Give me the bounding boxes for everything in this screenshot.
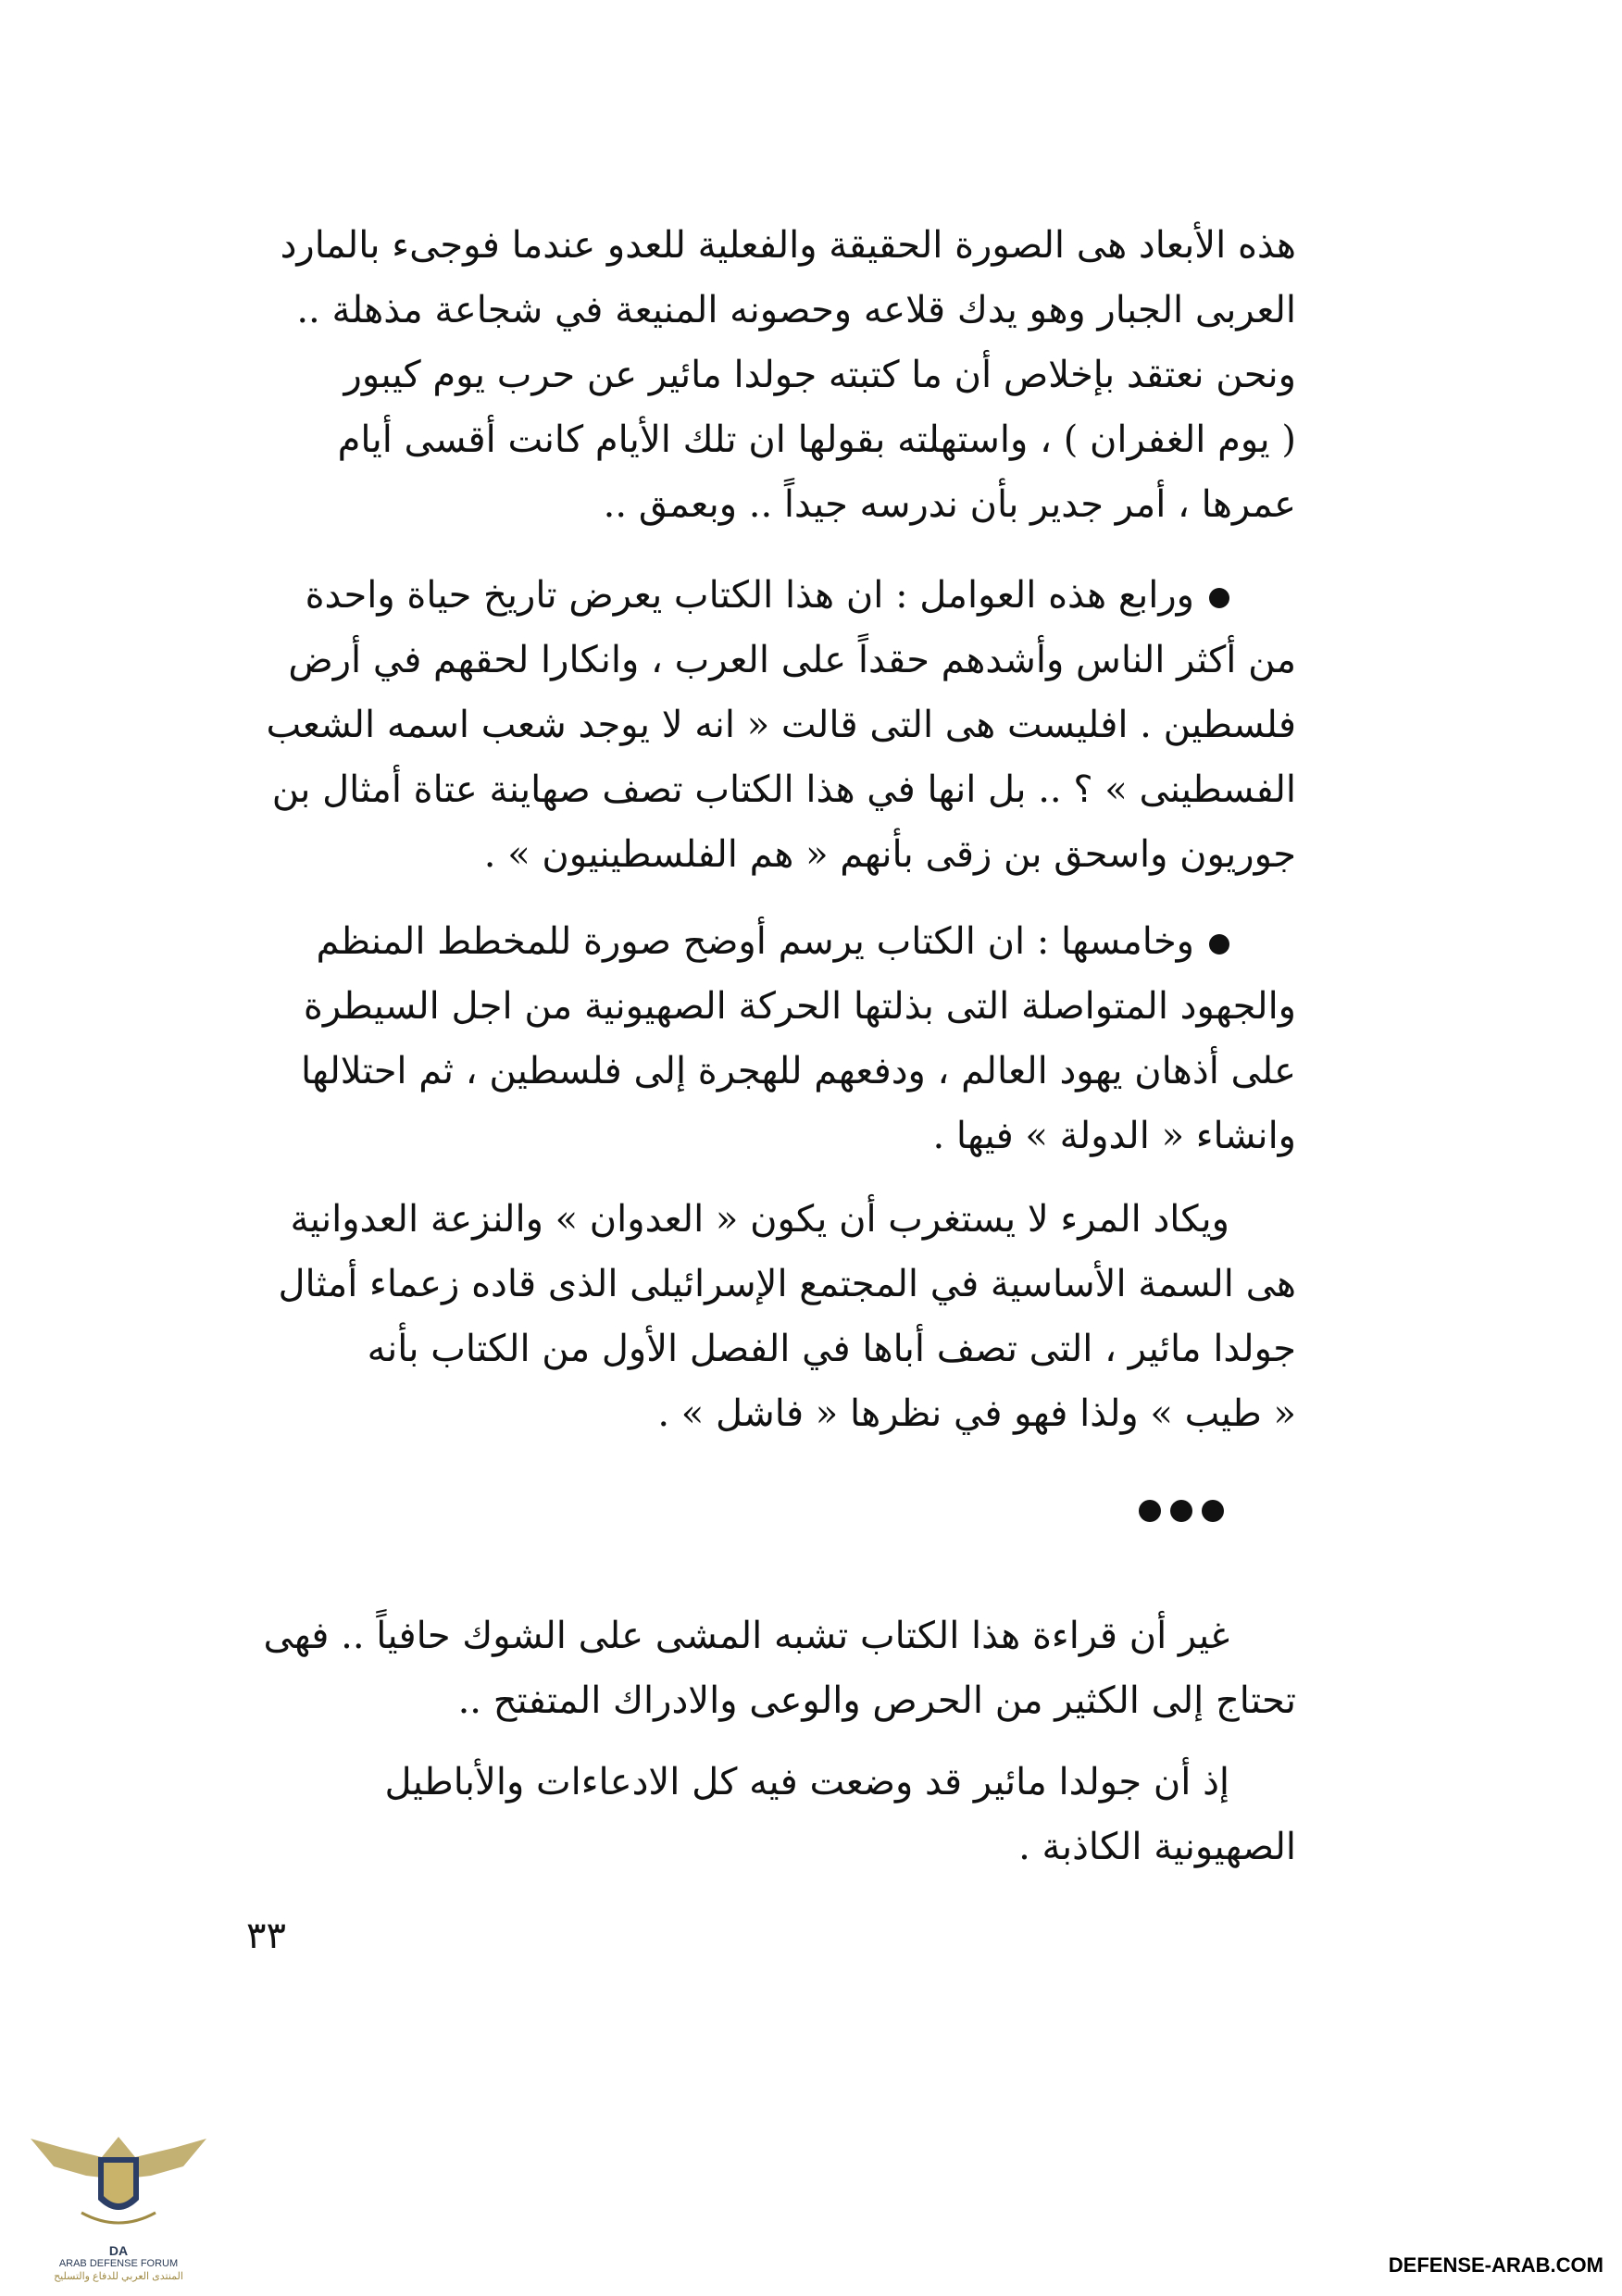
text-line: « طيب » ولذا فهو في نظرها « فاشل » . (657, 1392, 1296, 1435)
text-line: وخامسها : ان الكتاب يرسم أوضح صورة للمخطط المنظم (316, 920, 1194, 963)
text-line: إذ أن جولدا مائير قد وضعت فيه كل الادعاءات والأباطيل (384, 1761, 1229, 1803)
separator-dot-icon (1170, 1500, 1192, 1522)
separator-dot-icon (1202, 1500, 1224, 1522)
logo-arabic: المنتدى العربي للدفاع والتسليح (54, 2271, 183, 2282)
text-line: هى السمة الأساسية في المجتمع الإسرائيلى الذى قاده زعماء أمثال (278, 1263, 1296, 1305)
text-line: جوريون واسحق بن زقى بأنهم « هم الفلسطينيون » . (483, 833, 1296, 876)
paragraph-2 (243, 563, 1296, 887)
text-line: غير أن قراءة هذا الكتاب تشبه المشى على الشوك حافياً .. فهى (263, 1615, 1229, 1657)
text-line: تحتاج إلى الكثير من الحرص والوعى والادراك المتفتح .. (457, 1679, 1296, 1722)
paragraph-4 (243, 1187, 1296, 1446)
logo-name: ARAB DEFENSE FORUM (58, 2258, 179, 2269)
text-line: فلسطين . افليست هى التى قالت « انه لا يوجد شعب اسمه الشعب (266, 704, 1296, 746)
text-line: ورابع هذه العوامل : ان هذا الكتاب يعرض تاريخ حياة واحدة (305, 574, 1194, 617)
separator-dot-icon (1139, 1500, 1161, 1522)
text-line: ويكاد المرء لا يستغرب أن يكون « العدوان » والنزعة العدوانية (290, 1198, 1229, 1241)
paragraph-5 (243, 1603, 1296, 1733)
site-watermark: DEFENSE-ARAB.COM (1388, 2253, 1603, 2277)
text-line: الصهيونية الكاذبة . (1018, 1826, 1296, 1868)
text-line: جولدا مائير ، التى تصف أباها في الفصل الأول من الكتاب بأنه (367, 1328, 1296, 1370)
text-line: والجهود المتواصلة التى بذلتها الحركة الصهيونية من اجل السيطرة (303, 985, 1296, 1028)
bullet-icon (1209, 588, 1229, 608)
logo-letters: DA (108, 2243, 129, 2258)
text-line: من أكثر الناس وأشدهم حقداً على العرب ، وانكارا لحقهم في أرض (288, 639, 1296, 681)
text-line: وانشاء « الدولة » فيها . (932, 1115, 1296, 1157)
text-line: ونحن نعتقد بإخلاص أن ما كتبته جولدا مائير عن حرب يوم كيبور (343, 354, 1296, 396)
page-number: ٣٣ (246, 1915, 286, 1957)
text-line: ( يوم الغفران ) ، واستهلته بقولها ان تلك الأيام كانت أقسى أيام (337, 418, 1296, 461)
section-separator (1139, 1500, 1224, 1522)
paragraph-6 (243, 1750, 1296, 1879)
forum-logo-text (26, 2244, 211, 2283)
bullet-icon (1209, 934, 1229, 955)
text-line: على أذهان يهود العالم ، ودفعهم للهجرة إلى فلسطين ، ثم احتلالها (300, 1050, 1296, 1092)
text-line: العربى الجبار وهو يدك قلاعه وحصونه المنيعة في شجاعة مذهلة .. (296, 289, 1296, 331)
text-line: الفسطينى » ؟ .. بل انها في هذا الكتاب تصف صهاينة عتاة أمثال بن (271, 768, 1296, 811)
paragraph-1 (243, 213, 1296, 537)
text-line: عمرها ، أمر جدير بأن ندرسه جيداً .. وبعمق .. (603, 483, 1296, 526)
text-line: هذه الأبعاد هى الصورة الحقيقة والفعلية للعدو عندما فوجىء بالمارد (280, 224, 1296, 267)
paragraph-3 (243, 909, 1296, 1168)
